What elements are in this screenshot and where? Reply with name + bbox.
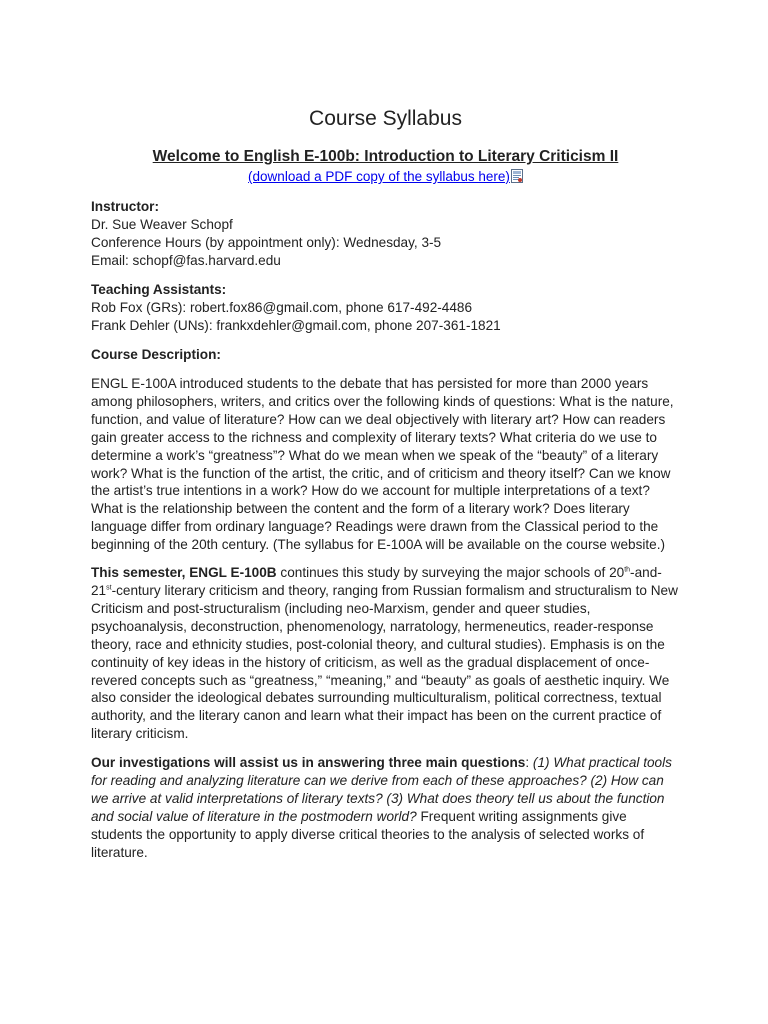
- instructor-section: [91, 198, 680, 270]
- para2-sup-st: st: [106, 584, 112, 592]
- para2-text-a: continues this study by surveying the major schools of 20: [276, 565, 625, 581]
- instructor-label: Instructor:: [91, 199, 159, 214]
- semester-lead: This semester, ENGL E-100B: [91, 565, 277, 581]
- para2-sup-th: th: [624, 566, 631, 574]
- instructor-name: Dr. Sue Weaver Schopf: [91, 217, 233, 232]
- three-questions: (1) What practical tools for reading and analyzing literature can we derive from each of these approaches? (2) How can we arrive at valid interpretations of literary texts? (3) What does theory tell us about the function and social value of literature in the postmodern world?: [91, 755, 672, 824]
- para2-text-b: -and-21: [91, 565, 662, 598]
- pdf-download-line: [91, 168, 680, 186]
- investigations-lead: Our investigations will assist us in answering three main questions: [91, 755, 526, 771]
- pdf-download-link[interactable]: (download a PDF copy of the syllabus here): [248, 169, 510, 184]
- ta-frank-dehler: Frank Dehler (UNs): frankxdehler@gmail.com, phone 207-361-1821: [91, 318, 501, 333]
- description-paragraph-1: ENGL E-100A introduced students to the debate that has persisted for more than 2000 years among philosophers, writers, and critics over the following kinds of questions: What is the nature, function, and value of literature? How can we deal objectively with literary art? How can readers gain greater access to the richness and complexity of literary texts? What criteria do we use to determine a work’s “greatness”? What do we mean when we speak of the “beauty” of a literary work? What is the function of the artist, the critic, and of criticism and theory itself? Can we know the artist’s true intentions in a work? How do we account for multiple interpretations of a text? What is the relationship between the content and the form of a literary work? Does literary language differ from ordinary language? Readings were drawn from the Classical period to the beginning of the 20th century. (The syllabus for E-100A will be available on the course website.): [91, 376, 674, 553]
- para3-tail: Frequent writing assignments give students the opportunity to apply diverse critical theories to the analysis of selected works of literature.: [91, 808, 645, 860]
- ta-rob-fox: Rob Fox (GRs): robert.fox86@gmail.com, phone 617-492-4486: [91, 300, 473, 315]
- para3-colon: :: [525, 755, 533, 771]
- description-paragraph-2: [91, 564, 680, 743]
- conference-hours: Conference Hours (by appointment only): Wednesday, 3-5: [91, 235, 442, 250]
- teaching-assistants-section: [91, 281, 680, 335]
- course-subtitle: Welcome to English E-100b: Introduction to Literary Criticism II: [152, 148, 619, 165]
- description-paragraph-3: [91, 754, 680, 861]
- teaching-assistants-label: Teaching Assistants:: [91, 282, 227, 297]
- page-title: Course Syllabus: [309, 107, 462, 130]
- para2-text-c: -century literary criticism and theory, ranging from Russian formalism and structuralism to New Criticism and post-structuralism (including neo-Marxism, gender and queer studies, psychoanalysis, deconstruction, phenomenology, narratology, hermeneutics, reader-response theory, race and ethnicity studies, post-colonial theory, and cultural studies). Emphasis is on the continuity of key ideas in the history of criticism, as well as the gradual displacement of once-revered concepts such as “greatness,” “meaning,” and “beauty” as goals of aesthetic inquiry. We also consider the ideological debates surrounding multiculturalism, political correctness, textual authority, and the literary canon and learn what their impact has been on the current practice of literary criticism.: [91, 582, 678, 742]
- course-description-label: Course Description:: [91, 347, 221, 362]
- instructor-email: Email: schopf@fas.harvard.edu: [91, 253, 281, 268]
- pdf-file-icon[interactable]: [511, 169, 523, 183]
